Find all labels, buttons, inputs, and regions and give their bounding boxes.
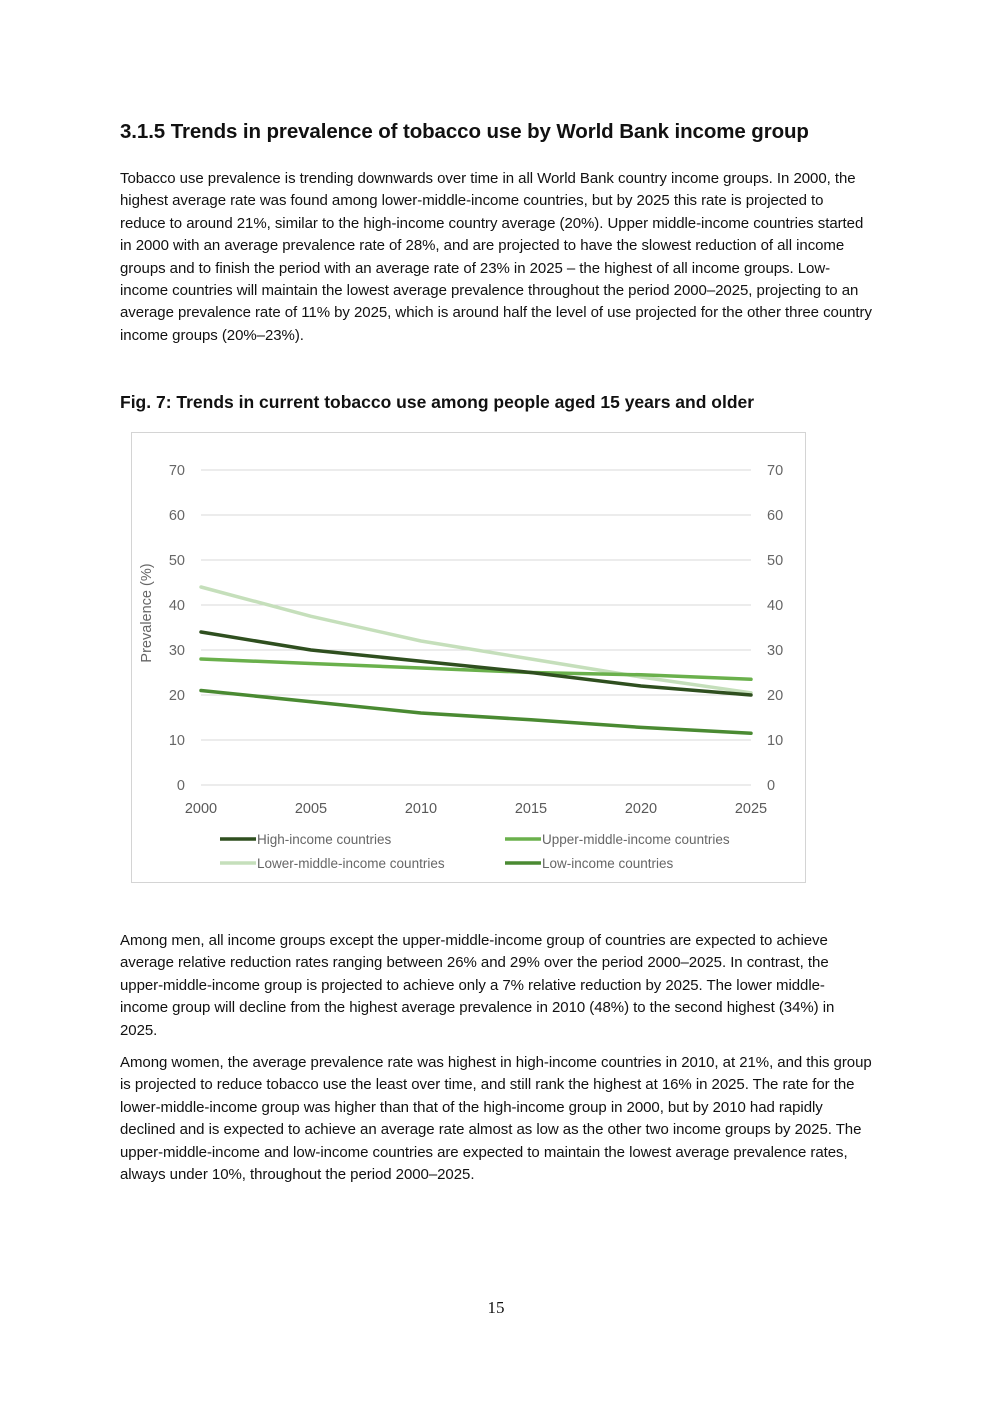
y-tick-label-left: 50: [168, 553, 185, 569]
y-tick-label-left: 10: [168, 733, 185, 749]
series-line-3: [201, 691, 751, 734]
y-tick-label-right: 60: [767, 508, 784, 524]
x-tick-label: 2020: [624, 801, 658, 817]
y-tick-label-left: 60: [168, 508, 185, 524]
women-paragraph: Among women, the average prevalence rate was highest in high-income countries in 2010, at 21%, and this group is projected to reduce tobacco use the least over time, and still rank the highest at 16% in 2025. The rate for the lower-middle-income group was higher than that of the high-income group in 2000, but by 2010 had rapidly declined and is expected to achieve an average rate almost as low as the other two income groups by 2025. The upper-middle-income and low-income countries are expected to maintain the lowest average prevalence rates, always under 10%, throughout the period 2000–2025.: [120, 1054, 872, 1184]
y-tick-label-right: 20: [767, 688, 784, 704]
legend-label: Upper-middle-income countries: [542, 832, 730, 847]
y-tick-label-right: 0: [767, 778, 776, 794]
intro-paragraph: Tobacco use prevalence is trending downwards over time in all World Bank country income groups. In 2000, the highest average rate was found among lower-middle-income countries, but by 2025 this rate is projected to reduce to around 21%, similar to the high-income country average (20%). Upper middle-income countries started in 2000 with an average prevalence rate of 28%, and are projected to have the slowest reduction of all income groups and to finish the period with an average rate of 23% in 2025 – the highest of all income groups. Low-income countries will maintain the lowest average prevalence throughout the period 2000–2025, projecting to an average prevalence rate of 11% by 2025, which is around half the level of use projected for the other three country income groups (20%–23%).: [120, 170, 872, 344]
y-tick-label-right: 10: [767, 733, 784, 749]
x-tick-label: 2010: [404, 801, 438, 817]
y-tick-label-right: 40: [767, 598, 784, 614]
series-line-1: [201, 659, 751, 679]
chart-canvas: [132, 433, 807, 884]
x-tick-label: 2025: [734, 801, 768, 817]
y-axis-label: Prevalence (%): [139, 563, 155, 663]
y-tick-label-left: 20: [168, 688, 185, 704]
y-tick-label-left: 30: [168, 643, 185, 659]
legend-label: High-income countries: [257, 832, 392, 847]
figure-title: Fig. 7: Trends in current tobacco use among people aged 15 years and older: [120, 392, 755, 412]
men-paragraph: Among men, all income groups except the upper-middle-income group of countries are expected to achieve average relative reduction rates ranging between 26% and 29% over the period 2000–2025. In contrast, the upper-middle-income group is projected to achieve only a 7% relative reduction by 2025. The lower middle-income group will decline from the highest average prevalence in 2010 (48%) to the second highest (34%) in 2025.: [120, 932, 835, 1039]
axis-ticks: [169, 463, 783, 817]
x-tick-label: 2005: [294, 801, 328, 817]
x-tick-label: 2015: [514, 801, 548, 817]
line-chart: [131, 432, 806, 883]
x-tick-label: 2000: [184, 801, 218, 817]
legend: [220, 832, 730, 871]
y-tick-label-left: 0: [176, 778, 185, 794]
y-tick-label-right: 30: [767, 643, 784, 659]
y-tick-label-left: 40: [168, 598, 185, 614]
series-lines: [201, 587, 751, 733]
section-heading: 3.1.5 Trends in prevalence of tobacco use by World Bank income group: [120, 120, 809, 143]
page-number: 15: [487, 1298, 505, 1317]
y-tick-label-right: 50: [767, 553, 784, 569]
legend-label: Low-income countries: [542, 856, 674, 871]
legend-label: Lower-middle-income countries: [257, 856, 445, 871]
y-tick-label-right: 70: [767, 463, 784, 479]
y-tick-label-left: 70: [168, 463, 185, 479]
gridlines: [201, 470, 751, 785]
